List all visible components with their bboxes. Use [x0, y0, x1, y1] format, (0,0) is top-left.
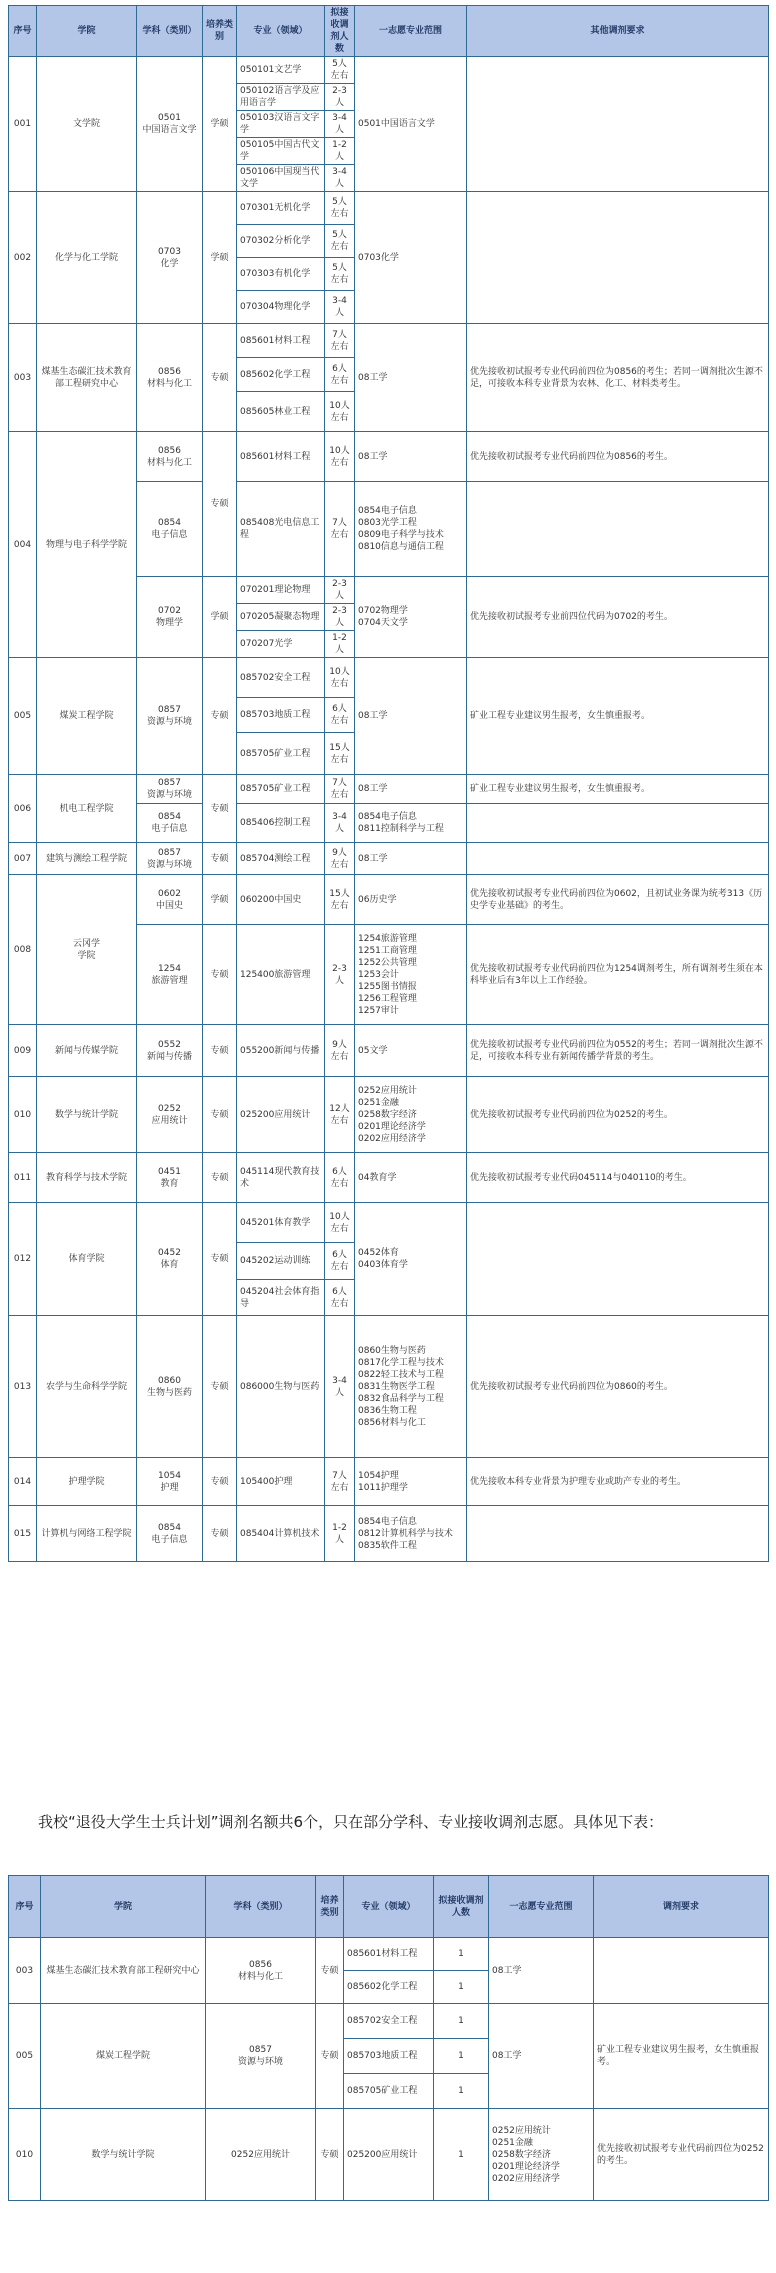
- requirement: 优先接收本科专业背景为护理专业或助产专业的考生。: [467, 1458, 769, 1506]
- college-name: 计算机与网络工程学院: [37, 1506, 137, 1562]
- row-number: 010: [9, 2109, 41, 2201]
- college-name: 文学院: [37, 57, 137, 192]
- college-name: 护理学院: [37, 1458, 137, 1506]
- major: 085702安全工程: [344, 2004, 434, 2039]
- major: 070205凝聚态物理: [237, 604, 325, 631]
- training-type: 专硕: [203, 925, 237, 1025]
- college-name: 新闻与传媒学院: [37, 1025, 137, 1077]
- requirement: [467, 482, 769, 577]
- subject: 0501 中国语言文学: [137, 57, 203, 192]
- major: 070304物理化学: [237, 291, 325, 324]
- college-name: 云冈学 学院: [37, 875, 137, 1025]
- requirement: [467, 1203, 769, 1316]
- col-header: 一志愿专业范围: [355, 6, 467, 57]
- quota: 2-3人: [325, 84, 355, 111]
- quota: 7人左右: [325, 482, 355, 577]
- subject: 0856 材料与化工: [206, 1938, 316, 2004]
- quota: 10人左右: [325, 432, 355, 482]
- quota: 3-4人: [325, 111, 355, 138]
- training-type: 专硕: [316, 2004, 344, 2109]
- requirement: [467, 804, 769, 843]
- quota: 7人左右: [325, 775, 355, 804]
- col-header: 专业（领域）: [344, 1876, 434, 1938]
- adjustment-table: [8, 5, 769, 1562]
- major: 085702安全工程: [237, 658, 325, 698]
- requirement: 优先接收初试报考专业代码前四位为0552的考生；若同一调剂批次生源不足，可接收本科专业有新闻传播学背景的考生。: [467, 1025, 769, 1077]
- major: 060200中国史: [237, 875, 325, 925]
- subject: 0857 资源与环境: [137, 658, 203, 775]
- col-header: 一志愿专业范围: [489, 1876, 594, 1938]
- table-row: [9, 843, 769, 875]
- major: 085601材料工程: [237, 432, 325, 482]
- table-row: [9, 1458, 769, 1506]
- table-row: [9, 2109, 769, 2201]
- table-row: [9, 1153, 769, 1203]
- col-header: 拟接收调剂人数: [325, 6, 355, 57]
- first-choice-range: 0854电子信息 0803光学工程 0809电子科学与技术 0810信息与通信工程: [355, 482, 467, 577]
- first-choice-range: 0252应用统计 0251金融 0258数字经济 0201理论经济学 0202应用经济学: [355, 1077, 467, 1153]
- requirement: 优先接收初试报考专业代码前四位为0602，且初试业务课为统考313《历史学专业基础》的考生。: [467, 875, 769, 925]
- major: 070201理论物理: [237, 577, 325, 604]
- veteran-adjustment-table: [8, 1875, 769, 2201]
- quota: 10人左右: [325, 1203, 355, 1243]
- training-type: 专硕: [203, 1077, 237, 1153]
- college-name: 建筑与测绘工程学院: [37, 843, 137, 875]
- quota: 3-4人: [325, 1316, 355, 1458]
- quota: 9人左右: [325, 843, 355, 875]
- subject: 0703 化学: [137, 192, 203, 324]
- quota: 1: [434, 2109, 489, 2201]
- quota: 1-2人: [325, 1506, 355, 1562]
- major: 085601材料工程: [344, 1938, 434, 1971]
- subject: 0452 体育: [137, 1203, 203, 1316]
- training-type: 专硕: [203, 1153, 237, 1203]
- subject: 0702 物理学: [137, 577, 203, 658]
- training-type: 学硕: [203, 57, 237, 192]
- training-type: 学硕: [203, 875, 237, 925]
- quota: 1: [434, 1971, 489, 2004]
- requirement: 优先接收初试报考专业代码前四位为0856的考生。: [467, 432, 769, 482]
- subject: 1254 旅游管理: [137, 925, 203, 1025]
- table-row: [9, 324, 769, 358]
- training-type: 专硕: [203, 1316, 237, 1458]
- major: 085406控制工程: [237, 804, 325, 843]
- first-choice-range: 0452体育 0403体育学: [355, 1203, 467, 1316]
- row-number: 012: [9, 1203, 37, 1316]
- first-choice-range: 08工学: [355, 658, 467, 775]
- quota: 6人左右: [325, 1153, 355, 1203]
- requirement: 优先接收初试报考专业代码前四位为0856的考生；若同一调剂批次生源不足，可接收本科专业背景为农林、化工、材料类考生。: [467, 324, 769, 432]
- requirement: [467, 57, 769, 192]
- college-name: 农学与生命科学学院: [37, 1316, 137, 1458]
- quota: 7人左右: [325, 1458, 355, 1506]
- requirement: 优先接收初试报考专业代码前四位为0860的考生。: [467, 1316, 769, 1458]
- subject: 0252 应用统计: [137, 1077, 203, 1153]
- row-number: 006: [9, 775, 37, 843]
- major: 085408光电信息工程: [237, 482, 325, 577]
- quota: 10人左右: [325, 658, 355, 698]
- training-type: 专硕: [316, 1938, 344, 2004]
- row-number: 013: [9, 1316, 37, 1458]
- training-type: 专硕: [203, 1458, 237, 1506]
- quota: 1: [434, 2074, 489, 2109]
- quota: 3-4人: [325, 165, 355, 192]
- first-choice-range: 08工学: [355, 775, 467, 804]
- major: 055200新闻与传播: [237, 1025, 325, 1077]
- major: 050105中国古代文学: [237, 138, 325, 165]
- major: 050101文艺学: [237, 57, 325, 84]
- quota: 1: [434, 2004, 489, 2039]
- first-choice-range: 0252应用统计 0251金融 0258数字经济 0201理论经济学 0202应用经济学: [489, 2109, 594, 2201]
- training-type: 专硕: [203, 1506, 237, 1562]
- quota: 2-3人: [325, 925, 355, 1025]
- major: 085404计算机技术: [237, 1506, 325, 1562]
- college-name: 机电工程学院: [37, 775, 137, 843]
- quota: 2-3人: [325, 577, 355, 604]
- major: 085705矿业工程: [237, 733, 325, 775]
- college-name: 煤基生态碳汇技术教育部工程研究中心: [37, 324, 137, 432]
- college-name: 化学与化工学院: [37, 192, 137, 324]
- table-row: [9, 1938, 769, 1971]
- quota: 5人左右: [325, 258, 355, 291]
- first-choice-range: 0860生物与医药 0817化学工程与技术 0822轻工技术与工程 0831生物医学工程 0832食品科学与工程 0836生物工程 0856材料与化工: [355, 1316, 467, 1458]
- major: 085703地质工程: [344, 2039, 434, 2074]
- training-type: 专硕: [203, 843, 237, 875]
- subject: 0857 资源与环境: [206, 2004, 316, 2109]
- training-type: 专硕: [203, 324, 237, 432]
- table-row: [9, 1316, 769, 1458]
- training-type: 专硕: [203, 432, 237, 577]
- col-header: 学院: [37, 6, 137, 57]
- subject: 1054 护理: [137, 1458, 203, 1506]
- major: 045201体育教学: [237, 1203, 325, 1243]
- training-type: 学硕: [203, 577, 237, 658]
- requirement: 优先接收初试报考专业前四位代码为0702的考生。: [467, 577, 769, 658]
- training-type: 专硕: [316, 2109, 344, 2201]
- table-row: [9, 875, 769, 925]
- subject: 0602 中国史: [137, 875, 203, 925]
- major: 085705矿业工程: [344, 2074, 434, 2109]
- subject: 0856 材料与化工: [137, 324, 203, 432]
- first-choice-range: 1054护理 1011护理学: [355, 1458, 467, 1506]
- row-number: 005: [9, 658, 37, 775]
- quota: 6人左右: [325, 1280, 355, 1316]
- first-choice-range: 08工学: [489, 1938, 594, 2004]
- major: 045202运动训练: [237, 1243, 325, 1280]
- first-choice-range: 08工学: [355, 324, 467, 432]
- major: 086000生物与医药: [237, 1316, 325, 1458]
- college-name: 物理与电子科学学院: [37, 432, 137, 658]
- college-name: 数学与统计学院: [41, 2109, 206, 2201]
- col-header: 调剂要求: [594, 1876, 769, 1938]
- quota: 15人左右: [325, 875, 355, 925]
- first-choice-range: 08工学: [489, 2004, 594, 2109]
- quota: 5人左右: [325, 192, 355, 225]
- col-header: 学科（类别）: [206, 1876, 316, 1938]
- subject: 0854 电子信息: [137, 482, 203, 577]
- table-row: [9, 432, 769, 482]
- requirement: [467, 843, 769, 875]
- requirement: [467, 1506, 769, 1562]
- major: 050103汉语言文字学: [237, 111, 325, 138]
- quota: 3-4人: [325, 804, 355, 843]
- subject: 0552 新闻与传播: [137, 1025, 203, 1077]
- quota: 5人左右: [325, 57, 355, 84]
- subject: 0854 电子信息: [137, 1506, 203, 1562]
- first-choice-range: 04教育学: [355, 1153, 467, 1203]
- row-number: 005: [9, 2004, 41, 2109]
- row-number: 007: [9, 843, 37, 875]
- first-choice-range: 0854电子信息 0812计算机科学与技术 0835软件工程: [355, 1506, 467, 1562]
- major: 085602化学工程: [237, 358, 325, 392]
- requirement: [467, 192, 769, 324]
- row-number: 011: [9, 1153, 37, 1203]
- training-type: 学硕: [203, 192, 237, 324]
- college-name: 煤基生态碳汇技术教育部工程研究中心: [41, 1938, 206, 2004]
- quota: 6人左右: [325, 698, 355, 733]
- first-choice-range: 0703化学: [355, 192, 467, 324]
- quota: 6人左右: [325, 358, 355, 392]
- quota: 1: [434, 2039, 489, 2074]
- subject: 0451 教育: [137, 1153, 203, 1203]
- first-choice-range: 0702物理学 0704天文学: [355, 577, 467, 658]
- college-name: 煤炭工程学院: [41, 2004, 206, 2109]
- college-name: 教育科学与技术学院: [37, 1153, 137, 1203]
- quota: 5人左右: [325, 225, 355, 258]
- quota: 12人左右: [325, 1077, 355, 1153]
- subject: 0856 材料与化工: [137, 432, 203, 482]
- major: 105400护理: [237, 1458, 325, 1506]
- major: 070303有机化学: [237, 258, 325, 291]
- subject: 0854 电子信息: [137, 804, 203, 843]
- major: 050102语言学及应用语言学: [237, 84, 325, 111]
- table-row: [9, 1025, 769, 1077]
- requirement: 优先接收初试报考专业代码前四位为0252的考生。: [467, 1077, 769, 1153]
- first-choice-range: 08工学: [355, 432, 467, 482]
- table-header-row: [9, 6, 769, 57]
- first-choice-range: 0854电子信息 0811控制科学与工程: [355, 804, 467, 843]
- quota: 1-2人: [325, 138, 355, 165]
- table-row: [9, 1077, 769, 1153]
- row-number: 010: [9, 1077, 37, 1153]
- first-choice-range: 06历史学: [355, 875, 467, 925]
- major: 070301无机化学: [237, 192, 325, 225]
- quota: 2-3人: [325, 604, 355, 631]
- quota: 15人左右: [325, 733, 355, 775]
- table-row: [9, 1506, 769, 1562]
- row-number: 015: [9, 1506, 37, 1562]
- requirement: 矿业工程专业建议男生报考，女生慎重报考。: [594, 2004, 769, 2109]
- row-number: 004: [9, 432, 37, 658]
- row-number: 008: [9, 875, 37, 1025]
- major: 085705矿业工程: [237, 775, 325, 804]
- major: 045114现代教育技术: [237, 1153, 325, 1203]
- first-choice-range: 08工学: [355, 843, 467, 875]
- subject: 0857 资源与环境: [137, 843, 203, 875]
- major: 085703地质工程: [237, 698, 325, 733]
- training-type: 专硕: [203, 658, 237, 775]
- row-number: 002: [9, 192, 37, 324]
- col-header: 其他调剂要求: [467, 6, 769, 57]
- training-type: 专硕: [203, 1203, 237, 1316]
- first-choice-range: 05文学: [355, 1025, 467, 1077]
- first-choice-range: 0501中国语言文学: [355, 57, 467, 192]
- training-type: 专硕: [203, 775, 237, 843]
- table-row: [9, 192, 769, 225]
- major: 125400旅游管理: [237, 925, 325, 1025]
- requirement: 优先接收初试报考专业代码前四位为1254调剂考生，所有调剂考生须在本科毕业后有3年以上工作经验。: [467, 925, 769, 1025]
- col-header: 序号: [9, 6, 37, 57]
- college-name: 煤炭工程学院: [37, 658, 137, 775]
- row-number: 009: [9, 1025, 37, 1077]
- major: 085602化学工程: [344, 1971, 434, 2004]
- subject: 0857 资源与环境: [137, 775, 203, 804]
- college-name: 数学与统计学院: [37, 1077, 137, 1153]
- row-number: 014: [9, 1458, 37, 1506]
- col-header: 培养类别: [316, 1876, 344, 1938]
- quota: 9人左右: [325, 1025, 355, 1077]
- major: 025200应用统计: [237, 1077, 325, 1153]
- major: 050106中国现当代文学: [237, 165, 325, 192]
- col-header: 学科（类别）: [137, 6, 203, 57]
- table-header-row: [9, 1876, 769, 1938]
- table-row: [9, 1203, 769, 1243]
- table-row: [9, 2004, 769, 2039]
- subject: 0860 生物与医药: [137, 1316, 203, 1458]
- row-number: 003: [9, 1938, 41, 2004]
- requirement: [594, 1938, 769, 2004]
- major: 085605林业工程: [237, 392, 325, 432]
- quota: 7人左右: [325, 324, 355, 358]
- col-header: 专业（领域）: [237, 6, 325, 57]
- major: 025200应用统计: [344, 2109, 434, 2201]
- major: 070207光学: [237, 631, 325, 658]
- quota: 1: [434, 1938, 489, 1971]
- quota: 1-2人: [325, 631, 355, 658]
- requirement: 矿业工程专业建议男生报考，女生慎重报考。: [467, 775, 769, 804]
- table-row: [9, 775, 769, 804]
- quota: 10人左右: [325, 392, 355, 432]
- row-number: 003: [9, 324, 37, 432]
- table-row: [9, 57, 769, 84]
- row-number: 001: [9, 57, 37, 192]
- veteran-plan-note: 我校“退役大学生士兵计划”调剂名额共6个，只在部分学科、专业接收调剂志愿。具体见下表：: [38, 1813, 664, 1831]
- requirement: 优先接收初试报考专业代码045114与040110的考生。: [467, 1153, 769, 1203]
- quota: 3-4人: [325, 291, 355, 324]
- requirement: 矿业工程专业建议男生报考，女生慎重报考。: [467, 658, 769, 775]
- table-row: [9, 658, 769, 698]
- major: 085704测绘工程: [237, 843, 325, 875]
- subject: 0252应用统计: [206, 2109, 316, 2201]
- major: 070302分析化学: [237, 225, 325, 258]
- requirement: 优先接收初试报考专业代码前四位为0252的考生。: [594, 2109, 769, 2201]
- col-header: 序号: [9, 1876, 41, 1938]
- col-header: 培养类别: [203, 6, 237, 57]
- col-header: 学院: [41, 1876, 206, 1938]
- major: 085601材料工程: [237, 324, 325, 358]
- first-choice-range: 1254旅游管理 1251工商管理 1252公共管理 1253会计 1255图书情报 1256工程管理 1257审计: [355, 925, 467, 1025]
- col-header: 拟接收调剂人数: [434, 1876, 489, 1938]
- major: 045204社会体育指导: [237, 1280, 325, 1316]
- training-type: 专硕: [203, 1025, 237, 1077]
- college-name: 体育学院: [37, 1203, 137, 1316]
- quota: 6人左右: [325, 1243, 355, 1280]
